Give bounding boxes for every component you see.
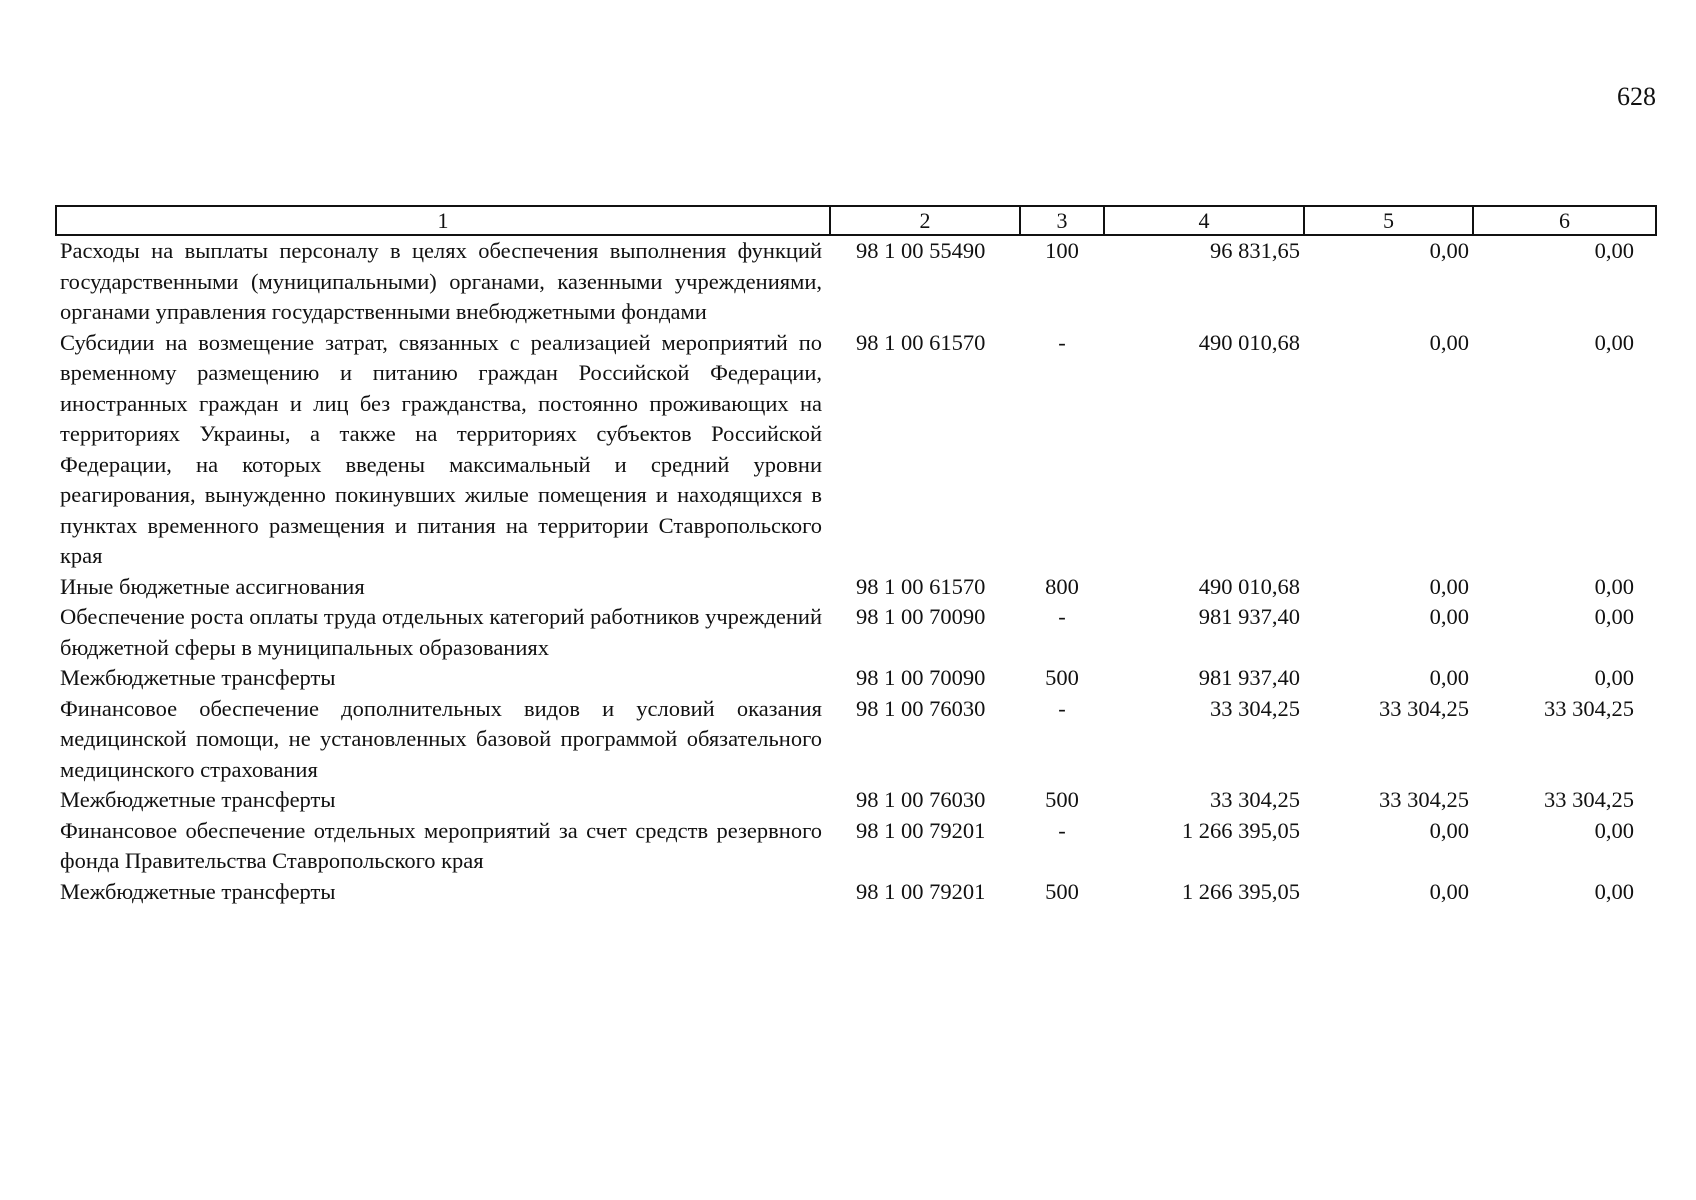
table-row	[56, 663, 1656, 694]
row-amount-col4: 96 831,65	[1210, 238, 1300, 263]
table-row	[56, 328, 1656, 572]
table-row	[56, 785, 1656, 816]
row-name: Финансовое обеспечение дополнительных видов и условий оказания медицинской помощи, не установленных базовой программой обязательного медицинского страхования	[60, 695, 822, 782]
row-code: 98 1 00 61570	[856, 573, 986, 599]
row-name: Финансовое обеспечение отдельных мероприятий за счет средств резервного фонда Правительства Ставропольского края	[60, 817, 822, 873]
row-expense-type: 500	[1045, 665, 1079, 690]
row-amount-col6: 0,00	[1594, 878, 1634, 904]
row-amount-col5: 0,00	[1429, 817, 1469, 843]
table-row	[56, 235, 1656, 328]
row-amount-col6: 0,00	[1594, 665, 1634, 690]
row-code: 98 1 00 79201	[856, 817, 986, 843]
header-col-2: 2	[830, 206, 1020, 235]
page-number: 628	[1617, 82, 1656, 111]
row-amount-col5: 33 304,25	[1379, 787, 1469, 812]
row-code: 98 1 00 76030	[856, 787, 986, 812]
row-expense-type: -	[1058, 604, 1066, 629]
row-amount-col4: 490 010,68	[1198, 573, 1300, 599]
row-expense-type: 100	[1045, 238, 1079, 263]
table-row	[56, 816, 1656, 877]
row-amount-col4: 33 304,25	[1210, 695, 1300, 721]
row-name: Субсидии на возмещение затрат, связанных с реализацией мероприятий по временному размещению и питанию граждан Российской Федерации, иностранных граждан и лиц без гражданства, постоянно проживающих на территориях Украины, а также на территориях субъектов Российской Федерации, на которых введены максимальный и средний уровни реагирования, вынужденно покинувших жилые помещения и находящихся в пунктах временного размещения и питания на территории Ставропольского края	[60, 329, 822, 568]
table-row	[56, 877, 1656, 908]
row-amount-col5: 0,00	[1429, 329, 1469, 355]
row-amount-col4: 1 266 395,05	[1181, 817, 1300, 843]
header-row	[56, 206, 1656, 235]
table-row	[56, 694, 1656, 786]
row-name: Межбюджетные трансферты	[60, 878, 336, 904]
row-amount-col5: 0,00	[1429, 878, 1469, 904]
header-col-6: 6	[1473, 206, 1656, 235]
row-expense-type: 500	[1045, 878, 1079, 904]
row-code: 98 1 00 70090	[856, 665, 986, 690]
row-amount-col4: 981 937,40	[1198, 604, 1300, 629]
row-amount-col4: 1 266 395,05	[1181, 878, 1300, 904]
row-expense-type: 500	[1045, 787, 1079, 812]
row-code: 98 1 00 70090	[856, 604, 986, 629]
row-amount-col4: 490 010,68	[1198, 329, 1300, 355]
budget-table	[55, 205, 1655, 907]
row-name: Иные бюджетные ассигнования	[60, 573, 365, 599]
row-code: 98 1 00 79201	[856, 878, 986, 904]
row-amount-col5: 0,00	[1429, 665, 1469, 690]
row-amount-col5: 33 304,25	[1379, 695, 1469, 721]
budget-table-grid	[55, 205, 1657, 907]
row-amount-col5: 0,00	[1429, 604, 1469, 629]
table-row	[56, 602, 1656, 663]
row-amount-col4: 981 937,40	[1198, 665, 1300, 690]
row-amount-col6: 0,00	[1594, 817, 1634, 843]
table-row	[56, 572, 1656, 603]
row-expense-type: -	[1058, 695, 1066, 721]
row-amount-col4: 33 304,25	[1210, 787, 1300, 812]
row-name: Обеспечение роста оплаты труда отдельных категорий работников учреждений бюджетной сферы в муниципальных образованиях	[60, 604, 822, 660]
row-amount-col6: 0,00	[1594, 238, 1634, 263]
header-col-5: 5	[1304, 206, 1473, 235]
header-col-1: 1	[56, 206, 830, 235]
row-amount-col6: 0,00	[1594, 604, 1634, 629]
row-code: 98 1 00 55490	[856, 238, 986, 263]
row-name: Межбюджетные трансферты	[60, 787, 336, 812]
row-amount-col6: 0,00	[1594, 329, 1634, 355]
row-name: Расходы на выплаты персоналу в целях обеспечения выполнения функций государственными (муниципальными) органами, казенными учреждениями, органами управления государственными внебюджетными фондами	[60, 238, 822, 324]
row-amount-col6: 33 304,25	[1544, 787, 1634, 812]
header-col-3: 3	[1020, 206, 1104, 235]
row-amount-col5: 0,00	[1429, 238, 1469, 263]
row-name: Межбюджетные трансферты	[60, 665, 336, 690]
row-expense-type: 800	[1045, 573, 1079, 599]
table-header	[56, 206, 1656, 235]
row-amount-col5: 0,00	[1429, 573, 1469, 599]
header-col-4: 4	[1104, 206, 1304, 235]
row-code: 98 1 00 76030	[856, 695, 986, 721]
row-amount-col6: 33 304,25	[1544, 695, 1634, 721]
table-body	[56, 235, 1656, 907]
row-expense-type: -	[1058, 817, 1066, 843]
row-expense-type: -	[1058, 329, 1066, 355]
row-code: 98 1 00 61570	[856, 329, 986, 355]
row-amount-col6: 0,00	[1594, 573, 1634, 599]
